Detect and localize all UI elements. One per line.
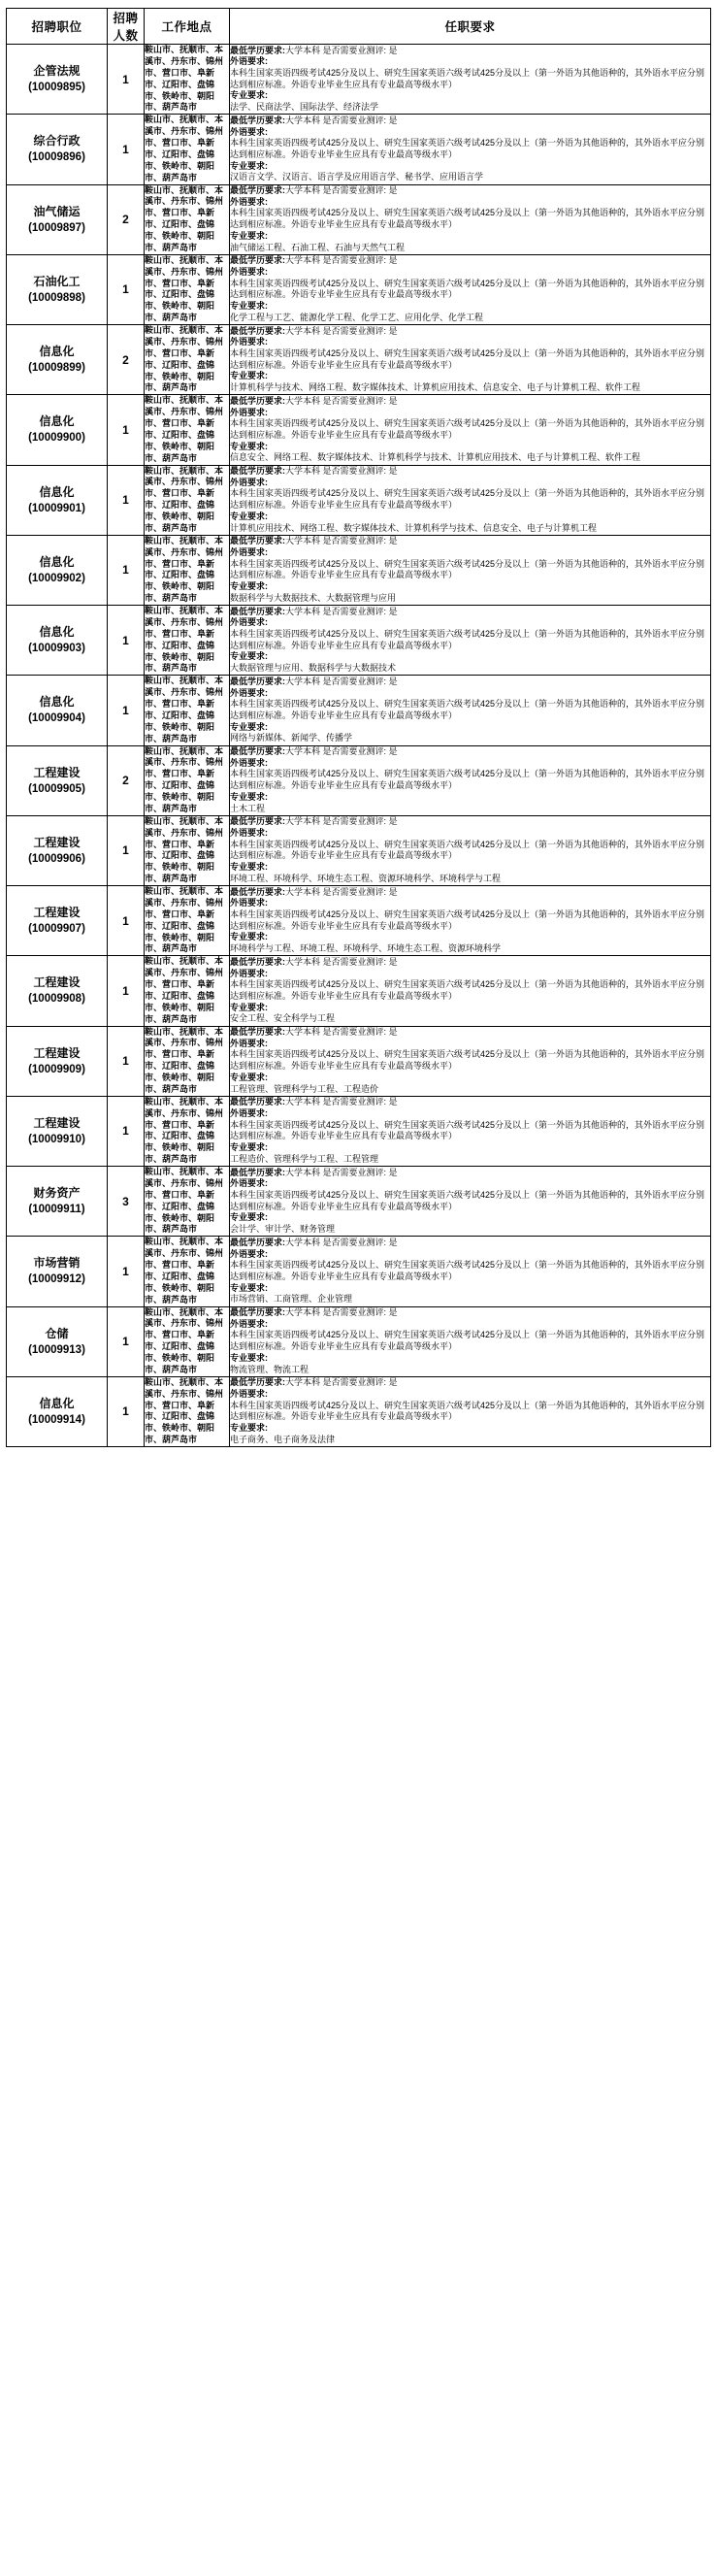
language-requirement-label: 外语要求: xyxy=(230,1248,268,1259)
language-requirement-value: 本科生国家英语四级考试425分及以上、研究生国家英语六级考试425分及以上（第一外语为其他语种的，其外语水平应分别达到相应标准。外语专业毕业生应具有专业最高等级水平） xyxy=(230,839,705,861)
requirements-cell xyxy=(230,325,711,395)
headcount-cell: 1 xyxy=(108,254,145,324)
language-requirement-label: 外语要求: xyxy=(230,757,268,768)
language-requirement-value: 本科生国家英语四级考试425分及以上、研究生国家英语六级考试425分及以上（第一外语为其他语种的，其外语水平应分别达到相应标准。外语专业毕业生应具有专业最高等级水平） xyxy=(230,138,705,159)
location-cell: 鞍山市、抚顺市、本溪市、丹东市、锦州市、营口市、阜新市、辽阳市、盘锦市、铁岭市、朝阳市、葫芦岛市 xyxy=(145,1376,230,1446)
requirements-cell xyxy=(230,1306,711,1376)
job-code: (10009911) xyxy=(28,1204,85,1215)
headcount-cell: 1 xyxy=(108,606,145,676)
location-cell: 鞍山市、抚顺市、本溪市、丹东市、锦州市、营口市、阜新市、辽阳市、盘锦市、铁岭市、朝阳市、葫芦岛市 xyxy=(145,115,230,184)
major-requirement-label: 专业要求: xyxy=(230,441,268,451)
job-code: (10009895) xyxy=(28,82,85,93)
job-title-cell xyxy=(7,815,108,885)
language-requirement-label: 外语要求: xyxy=(230,126,268,137)
job-title-cell xyxy=(7,1167,108,1237)
major-requirement-value: 数据科学与大数据技术、大数据管理与应用 xyxy=(230,592,397,603)
major-requirement-value: 环境科学与工程、环境工程、环境科学、环境生态工程、资源环境科学 xyxy=(230,943,502,953)
job-title: 工程建设 xyxy=(33,765,81,779)
location-cell: 鞍山市、抚顺市、本溪市、丹东市、锦州市、营口市、阜新市、辽阳市、盘锦市、铁岭市、朝阳市、葫芦岛市 xyxy=(145,254,230,324)
major-requirement-value: 汉语言文学、汉语言、语言学及应用语言学、秘书学、应用语言学 xyxy=(230,172,484,182)
job-code: (10009909) xyxy=(28,1063,85,1075)
job-title-cell xyxy=(7,956,108,1026)
job-title: 企管法规 xyxy=(33,64,81,78)
job-title-cell xyxy=(7,1306,108,1376)
job-title: 市场营销 xyxy=(33,1256,81,1271)
location-cell: 鞍山市、抚顺市、本溪市、丹东市、锦州市、营口市、阜新市、辽阳市、盘锦市、铁岭市、朝阳市、葫芦岛市 xyxy=(145,606,230,676)
major-requirement-label: 专业要求: xyxy=(230,160,268,171)
table-header-row xyxy=(7,9,711,45)
job-title: 信息化 xyxy=(39,345,75,358)
language-requirement-value: 本科生国家英语四级考试425分及以上、研究生国家英语六级考试425分及以上（第一外语为其他语种的，其外语水平应分别达到相应标准。外语专业毕业生应具有专业最高等级水平） xyxy=(230,418,705,440)
location-cell: 鞍山市、抚顺市、本溪市、丹东市、锦州市、营口市、阜新市、辽阳市、盘锦市、铁岭市、朝阳市、葫芦岛市 xyxy=(145,745,230,815)
table-row xyxy=(7,886,711,956)
language-requirement-label: 外语要求: xyxy=(230,898,268,908)
major-requirement-label: 专业要求: xyxy=(230,932,268,942)
job-code: (10009897) xyxy=(28,221,85,234)
major-requirement-value: 计算机应用技术、网络工程、数字媒体技术、计算机科学与技术、信息安全、电子与计算机工程 xyxy=(230,522,598,533)
requirements-cell xyxy=(230,815,711,885)
major-requirement-label: 专业要求: xyxy=(230,371,268,381)
location-cell: 鞍山市、抚顺市、本溪市、丹东市、锦州市、营口市、阜新市、辽阳市、盘锦市、铁岭市、朝阳市、葫芦岛市 xyxy=(145,676,230,745)
major-requirement-value: 环境工程、环境科学、环境生态工程、资源环境科学、环境科学与工程 xyxy=(230,873,502,883)
location-cell: 鞍山市、抚顺市、本溪市、丹东市、锦州市、营口市、阜新市、辽阳市、盘锦市、铁岭市、朝阳市、葫芦岛市 xyxy=(145,1167,230,1237)
education-requirement: 最低学历要求:大学本科 是否需要业测评: 是 xyxy=(230,1097,398,1107)
job-title-cell xyxy=(7,1096,108,1166)
table-row xyxy=(7,1237,711,1306)
major-requirement-label: 专业要求: xyxy=(230,1142,268,1153)
headcount-cell: 1 xyxy=(108,1376,145,1446)
job-title: 工程建设 xyxy=(33,975,81,990)
headcount-cell: 2 xyxy=(108,184,145,254)
language-requirement-value: 本科生国家英语四级考试425分及以上、研究生国家英语六级考试425分及以上（第一外语为其他语种的，其外语水平应分别达到相应标准。外语专业毕业生应具有专业最高等级水平） xyxy=(230,1330,705,1352)
table-row xyxy=(7,956,711,1026)
job-code: (10009896) xyxy=(28,151,85,164)
job-title-cell xyxy=(7,45,108,115)
major-requirement-value: 会计学、审计学、财务管理 xyxy=(230,1224,336,1234)
major-requirement-label: 专业要求: xyxy=(230,1002,268,1012)
requirements-cell xyxy=(230,1237,711,1306)
job-title-cell xyxy=(7,1376,108,1446)
education-requirement: 最低学历要求:大学本科 是否需要业测评: 是 xyxy=(230,325,398,336)
job-title: 工程建设 xyxy=(33,1045,81,1060)
major-requirement-value: 工程管理、管理科学与工程、工程造价 xyxy=(230,1083,379,1094)
headcount-cell: 1 xyxy=(108,676,145,745)
job-title: 综合行政 xyxy=(33,134,81,149)
language-requirement-label: 外语要求: xyxy=(230,1318,268,1329)
education-requirement: 最低学历要求:大学本科 是否需要业测评: 是 xyxy=(230,956,398,967)
headcount-cell: 1 xyxy=(108,395,145,465)
education-requirement: 最低学历要求:大学本科 是否需要业测评: 是 xyxy=(230,1027,398,1038)
table-row xyxy=(7,606,711,676)
major-requirement-value: 工程造价、管理科学与工程、工程管理 xyxy=(230,1153,379,1164)
headcount-cell: 2 xyxy=(108,325,145,395)
requirements-cell xyxy=(230,465,711,535)
job-title: 信息化 xyxy=(39,414,75,429)
education-requirement: 最低学历要求:大学本科 是否需要业测评: 是 xyxy=(230,45,398,55)
language-requirement-value: 本科生国家英语四级考试425分及以上、研究生国家英语六级考试425分及以上（第一外语为其他语种的，其外语水平应分别达到相应标准。外语专业毕业生应具有专业最高等级水平） xyxy=(230,908,705,931)
column-header-headcount: 招聘人数 xyxy=(108,9,145,45)
job-code: (10009913) xyxy=(28,1343,85,1356)
job-title-cell xyxy=(7,184,108,254)
requirements-cell xyxy=(230,115,711,184)
job-title-cell xyxy=(7,325,108,395)
major-requirement-label: 专业要求: xyxy=(230,721,268,732)
headcount-cell: 1 xyxy=(108,815,145,885)
major-requirement-value: 计算机科学与技术、网络工程、数字媒体技术、计算机应用技术、信息安全、电子与计算机工程、软件工程 xyxy=(230,382,641,392)
headcount-cell: 1 xyxy=(108,115,145,184)
table-row xyxy=(7,1096,711,1166)
requirements-cell xyxy=(230,254,711,324)
table-header xyxy=(7,9,711,45)
location-cell: 鞍山市、抚顺市、本溪市、丹东市、锦州市、营口市、阜新市、辽阳市、盘锦市、铁岭市、朝阳市、葫芦岛市 xyxy=(145,886,230,956)
education-requirement: 最低学历要求:大学本科 是否需要业测评: 是 xyxy=(230,606,398,616)
requirements-cell xyxy=(230,1026,711,1096)
major-requirement-value: 法学、民商法学、国际法学、经济法学 xyxy=(230,102,379,112)
language-requirement-value: 本科生国家英语四级考试425分及以上、研究生国家英语六级考试425分及以上（第一外语为其他语种的，其外语水平应分别达到相应标准。外语专业毕业生应具有专业最高等级水平） xyxy=(230,979,705,1001)
job-title-cell xyxy=(7,676,108,745)
table-row xyxy=(7,395,711,465)
language-requirement-value: 本科生国家英语四级考试425分及以上、研究生国家英语六级考试425分及以上（第一外语为其他语种的，其外语水平应分别达到相应标准。外语专业毕业生应具有专业最高等级水平） xyxy=(230,699,705,720)
education-requirement: 最低学历要求:大学本科 是否需要业测评: 是 xyxy=(230,746,398,757)
major-requirement-label: 专业要求: xyxy=(230,230,268,241)
major-requirement-value: 大数据管理与应用、数据科学与大数据技术 xyxy=(230,663,397,673)
language-requirement-label: 外语要求: xyxy=(230,56,268,67)
column-header-location: 工作地点 xyxy=(145,9,230,45)
job-title: 信息化 xyxy=(39,1396,75,1410)
requirements-cell xyxy=(230,676,711,745)
job-title-cell xyxy=(7,395,108,465)
language-requirement-value: 本科生国家英语四级考试425分及以上、研究生国家英语六级考试425分及以上（第一外语为其他语种的，其外语水平应分别达到相应标准。外语专业毕业生应具有专业最高等级水平） xyxy=(230,628,705,650)
job-title: 仓储 xyxy=(45,1326,69,1340)
language-requirement-value: 本科生国家英语四级考试425分及以上、研究生国家英语六级考试425分及以上（第一外语为其他语种的，其外语水平应分别达到相应标准。外语专业毕业生应具有专业最高等级水平） xyxy=(230,1189,705,1211)
job-code: (10009914) xyxy=(28,1413,85,1426)
table-row xyxy=(7,745,711,815)
requirements-cell xyxy=(230,45,711,115)
table-row xyxy=(7,1306,711,1376)
language-requirement-value: 本科生国家英语四级考试425分及以上、研究生国家英语六级考试425分及以上（第一外语为其他语种的，其外语水平应分别达到相应标准。外语专业毕业生应具有专业最高等级水平） xyxy=(230,1260,705,1281)
job-code: (10009912) xyxy=(28,1273,85,1286)
language-requirement-label: 外语要求: xyxy=(230,1038,268,1048)
location-cell: 鞍山市、抚顺市、本溪市、丹东市、锦州市、营口市、阜新市、辽阳市、盘锦市、铁岭市、朝阳市、葫芦岛市 xyxy=(145,325,230,395)
location-cell: 鞍山市、抚顺市、本溪市、丹东市、锦州市、营口市、阜新市、辽阳市、盘锦市、铁岭市、朝阳市、葫芦岛市 xyxy=(145,956,230,1026)
education-requirement: 最低学历要求:大学本科 是否需要业测评: 是 xyxy=(230,1377,398,1388)
table-row xyxy=(7,184,711,254)
education-requirement: 最低学历要求:大学本科 是否需要业测评: 是 xyxy=(230,676,398,686)
language-requirement-label: 外语要求: xyxy=(230,547,268,557)
job-code: (10009904) xyxy=(28,712,85,725)
job-code: (10009906) xyxy=(28,852,85,865)
language-requirement-value: 本科生国家英语四级考试425分及以上、研究生国家英语六级考试425分及以上（第一外语为其他语种的，其外语水平应分别达到相应标准。外语专业毕业生应具有专业最高等级水平） xyxy=(230,208,705,230)
requirements-cell xyxy=(230,184,711,254)
job-title-cell xyxy=(7,535,108,605)
headcount-cell: 1 xyxy=(108,1306,145,1376)
major-requirement-value: 信息安全、网络工程、数字媒体技术、计算机科学与技术、计算机应用技术、电子与计算机工程、软件工程 xyxy=(230,452,641,463)
education-requirement: 最低学历要求:大学本科 是否需要业测评: 是 xyxy=(230,115,398,125)
location-cell: 鞍山市、抚顺市、本溪市、丹东市、锦州市、营口市、阜新市、辽阳市、盘锦市、铁岭市、朝阳市、葫芦岛市 xyxy=(145,465,230,535)
requirements-cell xyxy=(230,606,711,676)
education-requirement: 最低学历要求:大学本科 是否需要业测评: 是 xyxy=(230,255,398,266)
language-requirement-label: 外语要求: xyxy=(230,687,268,698)
language-requirement-label: 外语要求: xyxy=(230,267,268,277)
location-cell: 鞍山市、抚顺市、本溪市、丹东市、锦州市、营口市、阜新市、辽阳市、盘锦市、铁岭市、朝阳市、葫芦岛市 xyxy=(145,535,230,605)
language-requirement-value: 本科生国家英语四级考试425分及以上、研究生国家英语六级考试425分及以上（第一外语为其他语种的，其外语水平应分别达到相应标准。外语专业毕业生应具有专业最高等级水平） xyxy=(230,1119,705,1141)
major-requirement-label: 专业要求: xyxy=(230,301,268,312)
language-requirement-value: 本科生国家英语四级考试425分及以上、研究生国家英语六级考试425分及以上（第一外语为其他语种的，其外语水平应分别达到相应标准。外语专业毕业生应具有专业最高等级水平） xyxy=(230,558,705,580)
language-requirement-label: 外语要求: xyxy=(230,1389,268,1399)
language-requirement-label: 外语要求: xyxy=(230,1108,268,1118)
language-requirement-value: 本科生国家英语四级考试425分及以上、研究生国家英语六级考试425分及以上（第一外语为其他语种的，其外语水平应分别达到相应标准。外语专业毕业生应具有专业最高等级水平） xyxy=(230,278,705,300)
job-title: 石油化工 xyxy=(33,274,81,288)
job-code: (10009905) xyxy=(28,782,85,795)
education-requirement: 最低学历要求:大学本科 是否需要业测评: 是 xyxy=(230,1237,398,1247)
requirements-cell xyxy=(230,886,711,956)
major-requirement-value: 电子商务、电子商务及法律 xyxy=(230,1434,336,1444)
headcount-cell: 1 xyxy=(108,886,145,956)
headcount-cell: 1 xyxy=(108,1096,145,1166)
table-row xyxy=(7,1167,711,1237)
major-requirement-value: 物流管理、物流工程 xyxy=(230,1364,309,1374)
language-requirement-label: 外语要求: xyxy=(230,968,268,978)
requirements-cell xyxy=(230,745,711,815)
location-cell: 鞍山市、抚顺市、本溪市、丹东市、锦州市、营口市、阜新市、辽阳市、盘锦市、铁岭市、朝阳市、葫芦岛市 xyxy=(145,1306,230,1376)
column-header-position: 招聘职位 xyxy=(7,9,108,45)
major-requirement-value: 市场营销、工商管理、企业管理 xyxy=(230,1294,353,1305)
job-code: (10009902) xyxy=(28,572,85,584)
job-title-cell xyxy=(7,1026,108,1096)
education-requirement: 最低学历要求:大学本科 是否需要业测评: 是 xyxy=(230,1307,398,1318)
language-requirement-label: 外语要求: xyxy=(230,196,268,207)
major-requirement-label: 专业要求: xyxy=(230,90,268,101)
job-code: (10009907) xyxy=(28,923,85,935)
major-requirement-value: 化学工程与工艺、能源化学工程、化学工艺、应用化学、化学工程 xyxy=(230,312,484,322)
location-cell: 鞍山市、抚顺市、本溪市、丹东市、锦州市、营口市、阜新市、辽阳市、盘锦市、铁岭市、朝阳市、葫芦岛市 xyxy=(145,815,230,885)
job-code: (10009899) xyxy=(28,362,85,374)
job-title: 信息化 xyxy=(39,484,75,499)
job-title: 工程建设 xyxy=(33,906,81,919)
major-requirement-label: 专业要求: xyxy=(230,1212,268,1223)
table-row xyxy=(7,325,711,395)
headcount-cell: 1 xyxy=(108,956,145,1026)
job-title: 信息化 xyxy=(39,695,75,710)
education-requirement: 最低学历要求:大学本科 是否需要业测评: 是 xyxy=(230,886,398,897)
headcount-cell: 1 xyxy=(108,535,145,605)
major-requirement-label: 专业要求: xyxy=(230,1282,268,1293)
headcount-cell: 1 xyxy=(108,1026,145,1096)
headcount-cell: 2 xyxy=(108,745,145,815)
language-requirement-value: 本科生国家英语四级考试425分及以上、研究生国家英语六级考试425分及以上（第一外语为其他语种的，其外语水平应分别达到相应标准。外语专业毕业生应具有专业最高等级水平） xyxy=(230,488,705,511)
table-row xyxy=(7,115,711,184)
column-header-requirements: 任职要求 xyxy=(230,9,711,45)
major-requirement-label: 专业要求: xyxy=(230,581,268,592)
table-row xyxy=(7,535,711,605)
education-requirement: 最低学历要求:大学本科 是否需要业测评: 是 xyxy=(230,395,398,406)
education-requirement: 最低学历要求:大学本科 是否需要业测评: 是 xyxy=(230,536,398,546)
requirements-cell xyxy=(230,1167,711,1237)
location-cell: 鞍山市、抚顺市、本溪市、丹东市、锦州市、营口市、阜新市、辽阳市、盘锦市、铁岭市、朝阳市、葫芦岛市 xyxy=(145,1096,230,1166)
job-title: 信息化 xyxy=(39,554,75,569)
job-code: (10009908) xyxy=(28,993,85,1006)
job-title: 财务资产 xyxy=(33,1186,81,1200)
major-requirement-label: 专业要求: xyxy=(230,862,268,873)
major-requirement-value: 网络与新媒体、新闻学、传播学 xyxy=(230,733,353,743)
table-row xyxy=(7,1376,711,1446)
major-requirement-label: 专业要求: xyxy=(230,791,268,802)
job-code: (10009898) xyxy=(28,291,85,304)
major-requirement-value: 安全工程、安全科学与工程 xyxy=(230,1013,336,1024)
job-title-cell xyxy=(7,1237,108,1306)
requirements-cell xyxy=(230,395,711,465)
location-cell: 鞍山市、抚顺市、本溪市、丹东市、锦州市、营口市、阜新市、辽阳市、盘锦市、铁岭市、朝阳市、葫芦岛市 xyxy=(145,45,230,115)
headcount-cell: 1 xyxy=(108,465,145,535)
job-title: 信息化 xyxy=(39,625,75,639)
language-requirement-label: 外语要求: xyxy=(230,407,268,417)
major-requirement-label: 专业要求: xyxy=(230,651,268,662)
major-requirement-label: 专业要求: xyxy=(230,1423,268,1434)
job-title: 油气储运 xyxy=(33,204,81,218)
recruitment-table xyxy=(6,8,711,1447)
language-requirement-value: 本科生国家英语四级考试425分及以上、研究生国家英语六级考试425分及以上（第一外语为其他语种的，其外语水平应分别达到相应标准。外语专业毕业生应具有专业最高等级水平） xyxy=(230,67,705,89)
job-title-cell xyxy=(7,465,108,535)
language-requirement-value: 本科生国家英语四级考试425分及以上、研究生国家英语六级考试425分及以上（第一外语为其他语种的，其外语水平应分别达到相应标准。外语专业毕业生应具有专业最高等级水平） xyxy=(230,769,705,791)
job-title: 工程建设 xyxy=(33,835,81,849)
language-requirement-label: 外语要求: xyxy=(230,828,268,838)
location-cell: 鞍山市、抚顺市、本溪市、丹东市、锦州市、营口市、阜新市、辽阳市、盘锦市、铁岭市、朝阳市、葫芦岛市 xyxy=(145,184,230,254)
job-title-cell xyxy=(7,606,108,676)
language-requirement-label: 外语要求: xyxy=(230,477,268,487)
education-requirement: 最低学历要求:大学本科 是否需要业测评: 是 xyxy=(230,185,398,196)
language-requirement-label: 外语要求: xyxy=(230,1178,268,1189)
table-row xyxy=(7,254,711,324)
table-row xyxy=(7,676,711,745)
job-title-cell xyxy=(7,745,108,815)
job-title-cell xyxy=(7,886,108,956)
major-requirement-value: 土木工程 xyxy=(230,803,266,813)
job-title-cell xyxy=(7,115,108,184)
language-requirement-value: 本科生国家英语四级考试425分及以上、研究生国家英语六级考试425分及以上（第一外语为其他语种的，其外语水平应分别达到相应标准。外语专业毕业生应具有专业最高等级水平） xyxy=(230,1049,705,1072)
requirements-cell xyxy=(230,1376,711,1446)
table-body xyxy=(7,45,711,1447)
major-requirement-value: 油气储运工程、石油工程、石油与天然气工程 xyxy=(230,242,406,252)
language-requirement-label: 外语要求: xyxy=(230,617,268,628)
language-requirement-value: 本科生国家英语四级考试425分及以上、研究生国家英语六级考试425分及以上（第一外语为其他语种的，其外语水平应分别达到相应标准。外语专业毕业生应具有专业最高等级水平） xyxy=(230,347,705,370)
table-row xyxy=(7,815,711,885)
table-row xyxy=(7,1026,711,1096)
education-requirement: 最低学历要求:大学本科 是否需要业测评: 是 xyxy=(230,816,398,827)
language-requirement-label: 外语要求: xyxy=(230,337,268,347)
requirements-cell xyxy=(230,956,711,1026)
location-cell: 鞍山市、抚顺市、本溪市、丹东市、锦州市、营口市、阜新市、辽阳市、盘锦市、铁岭市、朝阳市、葫芦岛市 xyxy=(145,1026,230,1096)
job-code: (10009903) xyxy=(28,643,85,654)
location-cell: 鞍山市、抚顺市、本溪市、丹东市、锦州市、营口市、阜新市、辽阳市、盘锦市、铁岭市、朝阳市、葫芦岛市 xyxy=(145,395,230,465)
job-title-cell xyxy=(7,254,108,324)
headcount-cell: 3 xyxy=(108,1167,145,1237)
major-requirement-label: 专业要求: xyxy=(230,1072,268,1082)
job-code: (10009910) xyxy=(28,1133,85,1145)
education-requirement: 最低学历要求:大学本科 是否需要业测评: 是 xyxy=(230,1167,398,1177)
location-cell: 鞍山市、抚顺市、本溪市、丹东市、锦州市、营口市、阜新市、辽阳市、盘锦市、铁岭市、朝阳市、葫芦岛市 xyxy=(145,1237,230,1306)
job-title: 工程建设 xyxy=(33,1115,81,1130)
requirements-cell xyxy=(230,1096,711,1166)
education-requirement: 最低学历要求:大学本科 是否需要业测评: 是 xyxy=(230,466,398,477)
requirements-cell xyxy=(230,535,711,605)
table-row xyxy=(7,465,711,535)
table-row xyxy=(7,45,711,115)
job-code: (10009901) xyxy=(28,502,85,514)
major-requirement-label: 专业要求: xyxy=(230,1352,268,1363)
headcount-cell: 1 xyxy=(108,1237,145,1306)
job-code: (10009900) xyxy=(28,432,85,445)
headcount-cell: 1 xyxy=(108,45,145,115)
language-requirement-value: 本科生国家英语四级考试425分及以上、研究生国家英语六级考试425分及以上（第一外语为其他语种的，其外语水平应分别达到相应标准。外语专业毕业生应具有专业最高等级水平） xyxy=(230,1400,705,1422)
major-requirement-label: 专业要求: xyxy=(230,511,268,521)
